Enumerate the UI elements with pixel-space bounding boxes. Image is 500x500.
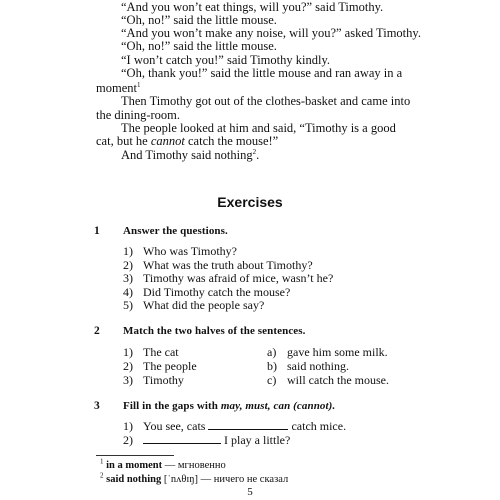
story-text: catch the mouse!” <box>184 134 279 148</box>
list-item <box>123 271 333 285</box>
item-number: 2) <box>123 359 133 373</box>
footnote <box>100 457 226 471</box>
emphasis-text: cannot <box>150 134 185 148</box>
footnote <box>100 471 289 485</box>
story-line <box>121 148 259 162</box>
story-line <box>96 134 278 148</box>
item-number: 2) <box>123 433 133 447</box>
story-line: “Oh, no!” said the little mouse. <box>121 13 277 27</box>
item-text: The people <box>143 359 197 373</box>
item-text: What was the truth about Timothy? <box>143 258 313 272</box>
item-letter: b) <box>267 359 277 373</box>
list-item <box>123 359 197 373</box>
item-text: I play a little? <box>221 433 291 447</box>
item-letter: c) <box>267 373 277 387</box>
item-text: What did the people say? <box>143 298 265 312</box>
list-item <box>267 345 388 359</box>
item-number: 1) <box>123 244 133 258</box>
item-number: 2) <box>123 258 133 272</box>
list-item <box>267 373 389 387</box>
list-item <box>123 285 290 299</box>
footnote-dash: — <box>198 474 214 485</box>
footnote-ref: 1 <box>136 80 141 89</box>
item-text: catch mice. <box>288 419 347 433</box>
item-letter: a) <box>267 345 277 359</box>
story-period: . <box>256 148 260 162</box>
exercise-heading <box>123 400 335 412</box>
story-line: Then Timothy got out of the clothes-basket and came into <box>121 94 411 108</box>
list-item <box>123 419 346 433</box>
item-number: 5) <box>123 298 133 312</box>
story-text: And Timothy said nothing <box>121 148 253 162</box>
list-item <box>123 244 237 258</box>
exercise-heading: Answer the questions. <box>123 225 228 237</box>
story-line <box>96 81 140 95</box>
footnote-dash: — <box>162 460 178 471</box>
item-number: 1) <box>123 419 133 433</box>
item-number: 3) <box>123 373 133 387</box>
footnote-divider <box>96 455 174 456</box>
story-line: “Oh, no!” said the little mouse. <box>121 39 277 53</box>
item-number: 4) <box>123 285 133 299</box>
heading-text: Fill in the gaps with <box>123 400 221 412</box>
section-title: Exercises <box>217 194 283 210</box>
item-text: The cat <box>143 345 179 359</box>
footnote-mark: 2 <box>100 471 104 480</box>
exercise-number: 1 <box>94 225 100 237</box>
footnote-meaning: ничего не сказал <box>213 474 289 485</box>
item-text: Timothy <box>143 373 184 387</box>
footnote-ipa: [ˈnʌθɪŋ] <box>161 474 199 485</box>
story-line: the dining-room. <box>96 108 181 122</box>
story-line: “And you won’t make any noise, will you?” asked Timothy. <box>121 26 421 40</box>
list-item <box>267 359 349 373</box>
story-line: “And you won’t eat things, will you?” said Timothy. <box>121 0 384 14</box>
story-line: “I won’t catch you!” said Timothy kindly. <box>121 53 331 67</box>
exercise-number: 2 <box>94 325 100 337</box>
story-line: “Oh, thank you!” said the little mouse and ran away in a <box>121 66 403 80</box>
footnote-term: said nothing <box>106 474 162 485</box>
list-item <box>123 345 179 359</box>
item-text: Did Timothy catch the mouse? <box>143 285 291 299</box>
list-item <box>123 433 290 447</box>
item-text: Who was Timothy? <box>143 244 238 258</box>
story-text: moment <box>96 81 137 95</box>
item-text: said nothing. <box>287 359 349 373</box>
item-number: 3) <box>123 271 133 285</box>
item-text: You see, cats <box>143 419 209 433</box>
story-text: cat, but he <box>96 134 151 148</box>
list-item <box>123 298 264 312</box>
footnote-term: in a moment <box>106 460 163 471</box>
footnote-mark: 1 <box>100 457 104 466</box>
footnote-meaning: мгновенно <box>177 460 226 471</box>
heading-modal-verbs: may, must, can (cannot). <box>220 400 336 412</box>
exercise-number: 3 <box>94 400 100 412</box>
item-number: 1) <box>123 345 133 359</box>
item-text: Timothy was afraid of mice, wasn’t he? <box>143 271 334 285</box>
list-item <box>123 258 313 272</box>
fill-gap[interactable] <box>208 419 288 430</box>
exercise-heading: Match the two halves of the sentences. <box>123 325 306 337</box>
fill-gap[interactable] <box>143 433 221 444</box>
footnote-ref: 2 <box>252 147 257 156</box>
item-text: will catch the mouse. <box>287 373 389 387</box>
list-item <box>123 373 184 387</box>
item-text: gave him some milk. <box>287 345 388 359</box>
page-number: 5 <box>247 486 253 498</box>
story-line: The people looked at him and said, “Timothy is a good <box>121 121 396 135</box>
